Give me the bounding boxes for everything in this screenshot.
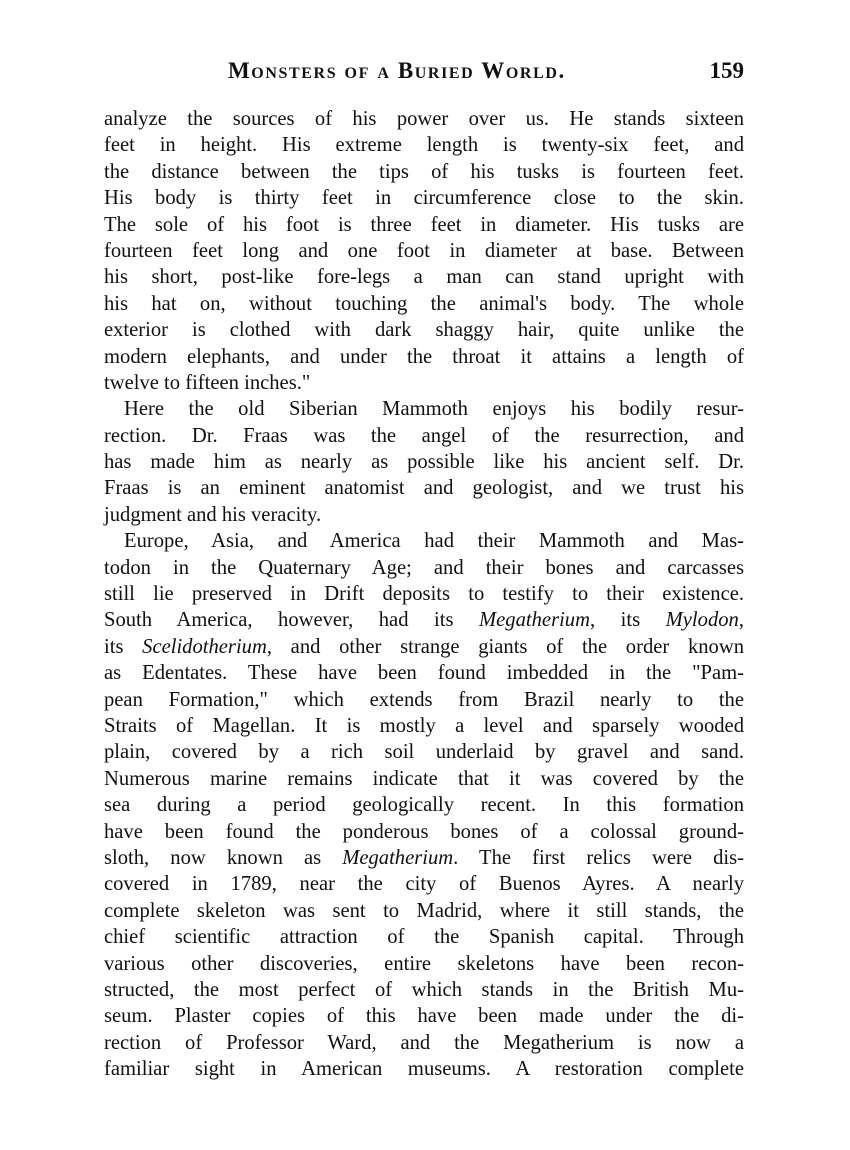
text-line: feet in height. His extreme length is twenty-six feet, and: [104, 134, 744, 157]
page-number: 159: [709, 58, 744, 83]
running-title: Monsters of a Buried World.: [228, 58, 566, 83]
text-line: judgment and his veracity.: [104, 503, 322, 526]
text-line: various other discoveries, entire skeletons have been recon-: [104, 952, 744, 975]
text-line: exterior is clothed with dark shaggy hair, quite unlike the: [104, 319, 744, 342]
text-line: still lie preserved in Drift deposits to testify to their existence.: [104, 583, 744, 606]
text-segment: , its: [589, 609, 666, 632]
text-segment: its: [104, 635, 143, 658]
text-line: [104, 845, 744, 871]
text-segment: sloth, now known as: [104, 846, 343, 869]
text-line: his short, post-like fore-legs a man can stand upright with: [104, 266, 744, 289]
text-line: Straits of Magellan. It is mostly a level and sparsely wooded: [104, 714, 744, 737]
text-line: complete skeleton was sent to Madrid, where it still stands, the: [104, 899, 744, 922]
text-line: modern elephants, and under the throat it attains a length of: [104, 345, 744, 368]
italic-term: Megatherium: [479, 609, 590, 632]
italic-term: Scelidotherium: [142, 635, 267, 658]
text-line: familiar sight in American museums. A restoration complete: [104, 1058, 744, 1081]
paragraph: [104, 106, 744, 396]
text-line: twelve to fifteen inches.": [104, 371, 311, 394]
text-line: todon in the Quaternary Age; and their bones and carcasses: [104, 556, 744, 579]
body-text: [104, 106, 744, 1082]
text-line: fourteen feet long and one foot in diameter at base. Between: [104, 239, 744, 262]
text-line: structed, the most perfect of which stands in the British Mu-: [104, 978, 744, 1001]
italic-term: Megatherium: [342, 846, 454, 869]
text-line: [104, 607, 744, 633]
italic-term: Mylodon: [665, 609, 739, 632]
text-line: his hat on, without touching the animal's body. The whole: [104, 292, 744, 315]
text-line: Europe, Asia, and America had their Mammoth and Mas-: [124, 530, 744, 553]
text-line: the distance between the tips of his tusks is fourteen feet.: [104, 160, 744, 183]
text-line: have been found the ponderous bones of a colossal ground-: [104, 820, 744, 843]
text-line: sea during a period geologically recent. In this formation: [104, 794, 744, 817]
paragraph: [104, 396, 744, 528]
text-line: rection. Dr. Fraas was the angel of the resurrection, and: [104, 424, 744, 447]
text-line: His body is thirty feet in circumference close to the skin.: [104, 187, 744, 210]
text-segment: ,: [738, 609, 744, 632]
paragraph: [104, 528, 744, 1082]
text-line: analyze the sources of his power over us. He stands sixteen: [104, 108, 744, 130]
text-line: Numerous marine remains indicate that it was covered by the: [104, 767, 744, 790]
text-line: chief scientific attraction of the Spanish capital. Through: [104, 926, 744, 949]
text-line: seum. Plaster copies of this have been made under the di-: [104, 1005, 744, 1028]
text-segment: South America, however, had its: [104, 609, 480, 632]
text-line: as Edentates. These have been found imbedded in the "Pam-: [104, 662, 744, 685]
text-line: pean Formation," which extends from Brazil nearly to the: [104, 688, 744, 711]
text-segment: , and other strange giants of the order known: [266, 635, 745, 658]
text-line: rection of Professor Ward, and the Megatherium is now a: [104, 1031, 744, 1054]
text-line: [104, 634, 744, 660]
text-line: The sole of his foot is three feet in diameter. His tusks are: [104, 213, 744, 236]
text-line: Fraas is an eminent anatomist and geologist, and we trust his: [104, 477, 744, 500]
text-line: covered in 1789, near the city of Buenos Ayres. A nearly: [104, 873, 744, 896]
text-segment: . The first relics were dis-: [453, 846, 744, 869]
text-line: Here the old Siberian Mammoth enjoys his bodily resur-: [124, 398, 744, 421]
page-header: [104, 58, 744, 92]
text-line: plain, covered by a rich soil underlaid by gravel and sand.: [104, 741, 744, 764]
text-line: has made him as nearly as possible like his ancient self. Dr.: [104, 451, 744, 474]
